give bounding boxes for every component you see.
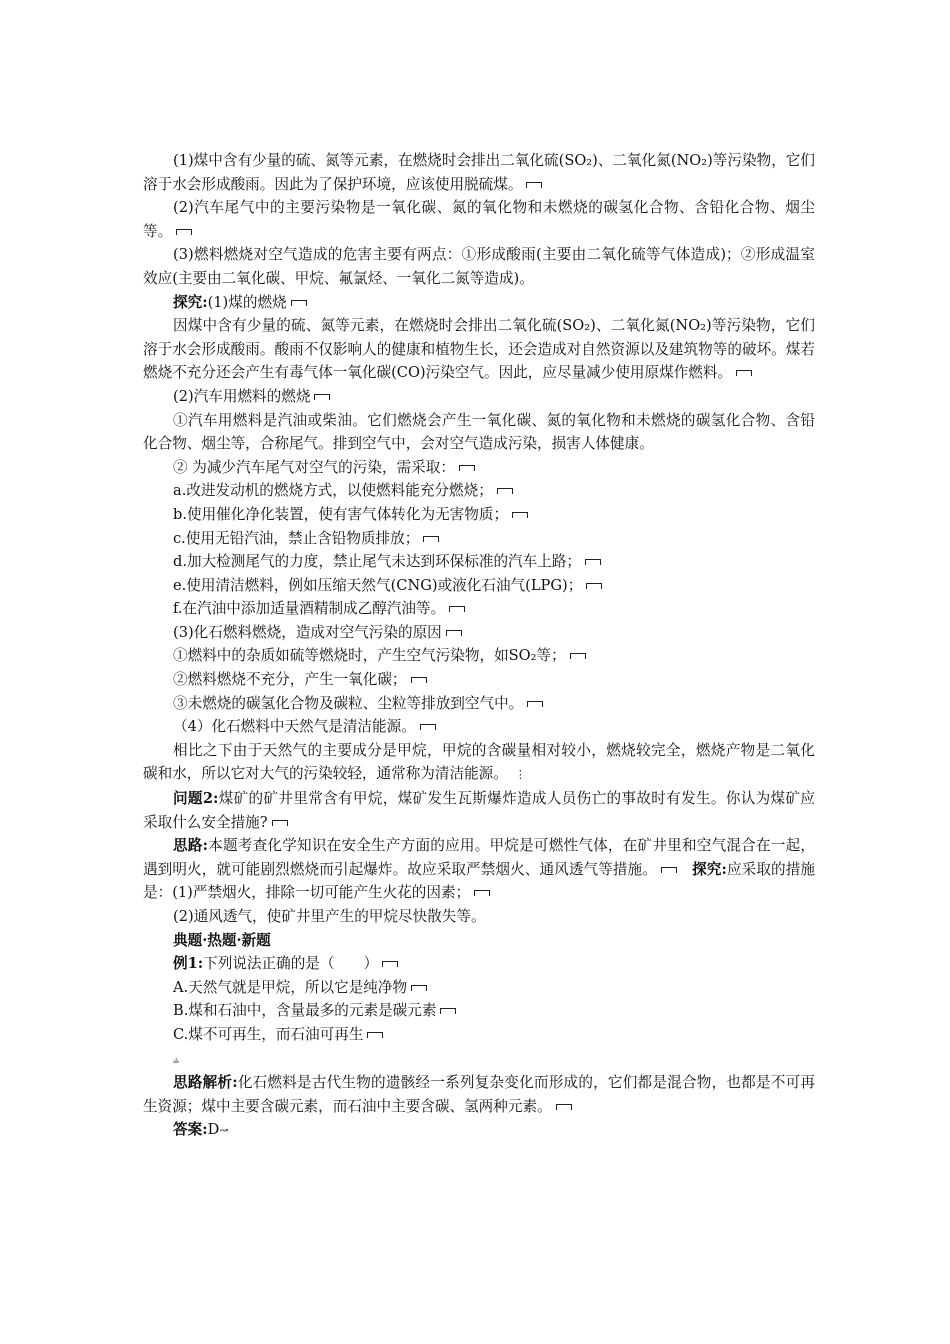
option-c: C.煤不可再生，而石油可再生	[143, 1023, 815, 1047]
paragraph-mark-icon	[458, 463, 476, 473]
label-answer: 答案:	[173, 1121, 208, 1139]
paragraph-mark-icon	[569, 651, 587, 661]
paragraph-mark-icon	[439, 1006, 457, 1016]
paragraph-mark-icon	[526, 699, 544, 709]
paragraph-mark-icon	[555, 1102, 573, 1112]
paragraph-1: (1)煤中含有少量的硫、氮等元素，在燃烧时会排出二氧化硫(SO₂)、二氧化氮(NO₂)等污染物，它们溶于水会形成酸雨。因此为了保护环境，应该使用脱硫煤。	[143, 152, 815, 193]
paragraph-mark-icon	[511, 510, 529, 520]
paragraph-3: (3)燃料燃烧对空气造成的危害主要有两点：①形成酸雨(主要由二氧化硫等气体造成)；②形成温室效应(主要由二氧化碳、甲烷、氟氯烃、一氧化二氮等造成)。	[143, 246, 815, 287]
paragraph-8: ② 为减少汽车尾气对空气的污染，需采取：	[143, 456, 815, 480]
paragraph-mark-icon	[585, 581, 603, 591]
paragraph-mark-icon	[473, 888, 491, 898]
list-item-b: b.使用催化净化装置，使有害气体转化为无害物质；	[143, 503, 815, 527]
paragraph-mark-icon	[660, 865, 678, 875]
stray-mark: ⋮	[507, 768, 526, 782]
paragraph-mark-icon	[290, 298, 308, 308]
paragraph-mark-icon	[313, 392, 331, 402]
stray-mark: ↝	[219, 1124, 229, 1138]
paragraph-4: 探究:(1)煤的燃烧	[143, 291, 815, 315]
paragraph-mark-icon	[584, 557, 602, 567]
paragraph-mark-icon	[422, 534, 440, 544]
section-heading: 典题·热题·新题	[173, 931, 271, 949]
paragraph-mark-icon	[175, 227, 193, 237]
paragraph-9: (3)化石燃料燃烧，造成对空气污染的原因	[143, 621, 815, 645]
paragraph-mark-icon	[271, 818, 289, 828]
paragraph-mark-icon	[366, 1030, 384, 1040]
stray-line	[143, 1047, 815, 1072]
paragraph-mark-icon	[445, 628, 463, 638]
stray-mark: ⫨	[173, 1052, 180, 1066]
list-item-f: f.在汽油中添加适量酒精制成乙醇汽油等。	[143, 597, 815, 621]
label-analysis: 思路解析:	[173, 1074, 238, 1092]
paragraph-2: (2)汽车尾气中的主要污染物是一氧化碳、氮的氧化物和未燃烧的碳氢化合物、含铅化合物、烟尘等。	[143, 199, 815, 240]
label-example: 例1:	[173, 955, 204, 973]
option-b: B.煤和石油中，含量最多的元素是碳元素	[143, 999, 815, 1023]
list-item-c: c.使用无铅汽油，禁止含铅物质排放；	[143, 527, 815, 551]
paragraph-6: (2)汽车用燃料的燃烧	[143, 385, 815, 409]
list-item-2: ②燃料燃烧不充分，产生一氧化碳；	[143, 668, 815, 692]
document-page	[143, 149, 815, 1143]
paragraph-mark-icon	[496, 486, 514, 496]
paragraph-7: ①汽车用燃料是汽油或柴油。它们燃烧会产生一氧化碳、氮的氧化物和未燃烧的碳氢化合物、含铅化合物、烟尘等，合称尾气。排到空气中，会对空气造成污染，损害人体健康。	[143, 411, 815, 453]
answer: 答案:D↝	[173, 1121, 229, 1139]
list-item-e: e.使用清洁燃料，例如压缩天然气(CNG)或液化石油气(LPG)；	[143, 574, 815, 598]
label-explore: 探究:	[173, 293, 208, 311]
list-item-3: ③未燃烧的碳氢化合物及碳粒、尘粒等排放到空气中。	[143, 692, 815, 716]
paragraph-11: 相比之下由于天然气的主要成分是甲烷，甲烷的含碳量相对较小，燃烧较完全，燃烧产物是二氧化碳和水，所以它对大气的污染较轻，通常称为清洁能源。 ⋮	[143, 741, 815, 783]
example-1: 例1:下列说法正确的是（ ）	[143, 952, 815, 976]
paragraph-mark-icon	[735, 368, 753, 378]
paragraph-mark-icon	[525, 180, 543, 190]
label-explore-2: 探究:	[692, 860, 727, 878]
question-2: 问题2:煤矿的矿井里常含有甲烷，煤矿发生瓦斯爆炸造成人员伤亡的事故时有发生。你认为煤矿应采取什么安全措施?	[143, 790, 815, 831]
analysis-solution: 思路解析:化石燃料是古代生物的遗骸经一系列复杂变化而形成的，它们都是混合物，也都是不可再生资源；煤中主要含碳元素，而石油中主要含碳、氢两种元素。	[143, 1074, 815, 1115]
paragraph-mark-icon	[419, 722, 437, 732]
paragraph-mark-icon	[410, 983, 428, 993]
list-item-d: d.加大检测尾气的力度，禁止尾气未达到环保标准的汽车上路；	[143, 550, 815, 574]
option-a: A.天然气就是甲烷，所以它是纯净物	[143, 976, 815, 1000]
label-thinking: 思路:	[173, 837, 208, 855]
label-question: 问题2:	[173, 790, 219, 808]
list-item-1: ①燃料中的杂质如硫等燃烧时，产生空气污染物，如SO₂等；	[143, 644, 815, 668]
list-item-a: a.改进发动机的燃烧方式，以使燃料能充分燃烧；	[143, 479, 815, 503]
paragraph-mark-icon	[448, 604, 466, 614]
paragraph-mark-icon	[381, 959, 399, 969]
paragraph-5: 因煤中含有少量的硫、氮等元素，在燃烧时会排出二氧化硫(SO₂)、二氧化氮(NO₂)等污染物，它们溶于水会形成酸雨。酸雨不仅影响人的健康和植物生长，还会造成对自然资源以及建筑物等的破坏。煤若燃烧不充分还会产生有毒气体一氧化碳(CO)污染空气。因此，应尽量减少使用原煤作燃料。	[143, 317, 815, 382]
paragraph-10: （4）化石燃料中天然气是清洁能源。	[143, 715, 815, 739]
paragraph-mark-icon	[410, 675, 428, 685]
paragraph-12: (2)通风透气，使矿井里产生的甲烷尽快散失等。	[173, 908, 486, 925]
analysis-paragraph: 思路:本题考查化学知识在安全生产方面的应用。甲烷是可燃性气体，在矿井里和空气混合在一起，遇到明火，就可能剧烈燃烧而引起爆炸。故应采取严禁烟火、通风透气等措施。 探究:应采取的措施是：(1)严禁烟火，排除一切可能产生火花的因素；	[143, 837, 815, 902]
